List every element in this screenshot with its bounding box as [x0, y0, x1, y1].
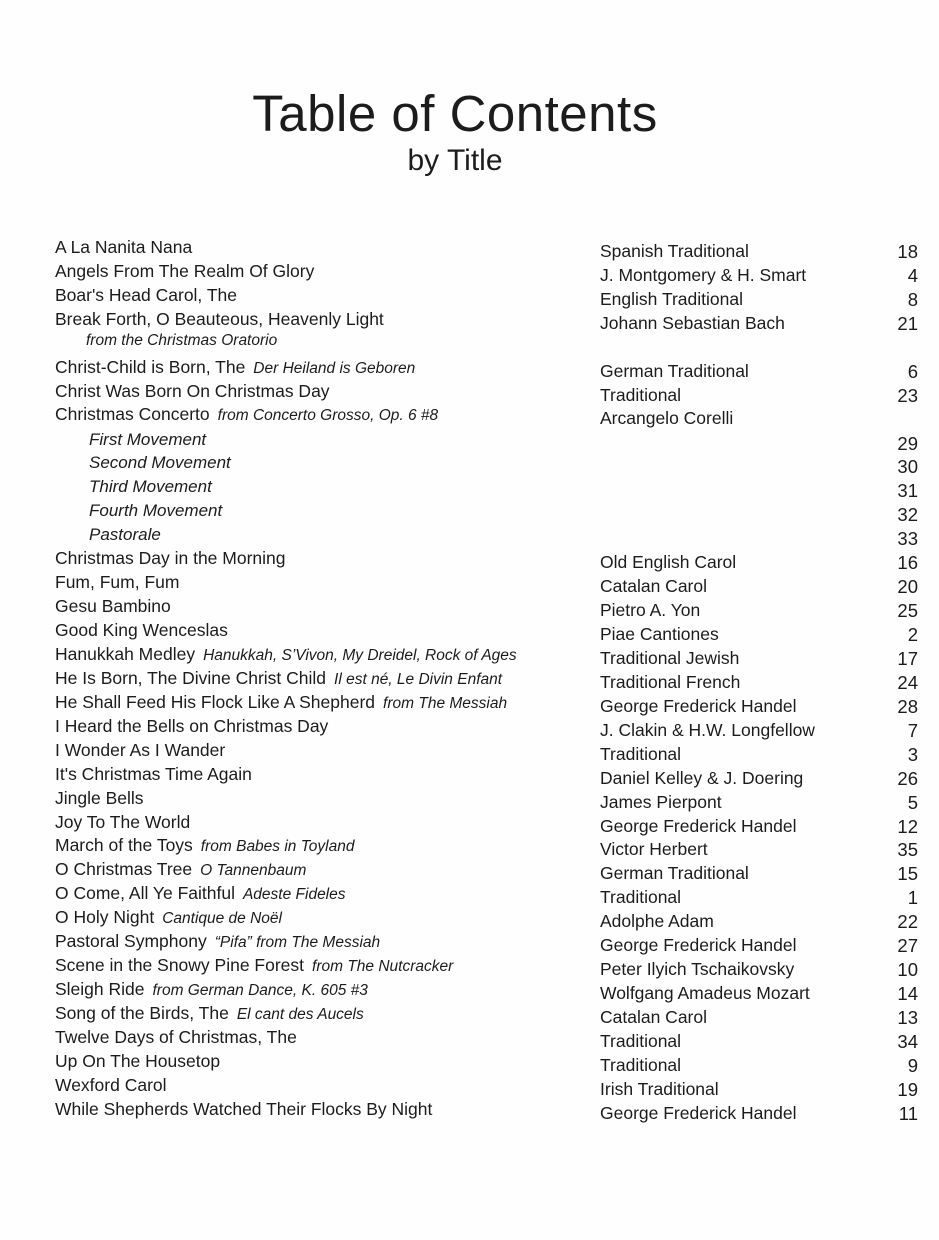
song-title: O Christmas Tree O Tannenbaum	[55, 859, 307, 880]
song-title: O Come, All Ye Faithful Adeste Fideles	[55, 883, 346, 904]
toc-row	[55, 858, 918, 885]
song-title: Sleigh Ride from German Dance, K. 605 #3	[55, 979, 368, 1000]
toc-row	[55, 308, 918, 332]
toc-row	[55, 451, 918, 478]
song-title: O Holy Night Cantique de Noël	[55, 907, 282, 928]
page-number: 26	[897, 767, 918, 789]
composer: Piae Cantiones	[600, 624, 719, 644]
toc-row	[55, 811, 918, 835]
composer: Traditional	[600, 1030, 682, 1051]
song-subtitle: O Tannenbaum	[200, 862, 307, 880]
song-title: While Shepherds Watched Their Flocks By Night	[55, 1098, 433, 1119]
page-number: 31	[897, 480, 918, 502]
toc-row	[55, 882, 918, 909]
song-title: Gesu Bambino	[55, 596, 171, 617]
composer: Traditional French	[600, 671, 741, 692]
toc-row	[55, 978, 918, 1005]
song-subtitle: El cant des Aucels	[236, 1006, 364, 1023]
page-number: 28	[897, 695, 918, 717]
composer: Traditional	[600, 887, 682, 908]
toc-row	[55, 547, 918, 574]
page-number: 30	[897, 456, 918, 478]
page-number: 33	[897, 528, 918, 550]
song-title: Third Movement	[89, 477, 212, 497]
page-number: 16	[897, 552, 918, 574]
toc-row	[55, 739, 918, 763]
song-subtitle: Hanukkah, S’Vivon, My Dreidel, Rock of Ages	[203, 646, 517, 664]
song-title: Good King Wenceslas	[55, 620, 228, 640]
toc-row	[55, 834, 918, 861]
toc-row	[55, 595, 918, 622]
composer: Victor Herbert	[600, 839, 708, 860]
composer: Adolphe Adam	[600, 911, 714, 932]
song-subtitle: from The Nutcracker	[312, 958, 454, 976]
toc-row	[55, 380, 918, 404]
page-number: 6	[907, 360, 918, 382]
song-title: Christmas Day in the Morning	[55, 548, 286, 569]
composer: George Frederick Handel	[600, 935, 797, 956]
page-number: 9	[907, 1054, 918, 1076]
song-title: I Wonder As I Wander	[55, 739, 226, 760]
toc-row	[55, 1050, 918, 1074]
song-title: Christ Was Born On Christmas Day	[55, 380, 330, 401]
page-number: 29	[897, 432, 918, 454]
composer: German Traditional	[600, 360, 749, 381]
page-number: 25	[897, 600, 918, 622]
toc-row	[55, 428, 918, 452]
song-title: Hanukkah Medley Hanukkah, S’Vivon, My Dreidel, Rock of Ages	[55, 643, 517, 664]
song-title: First Movement	[89, 429, 207, 449]
song-title: Wexford Carol	[55, 1074, 167, 1095]
song-title: Fourth Movement	[89, 501, 223, 521]
song-subtitle: from The Messiah	[383, 694, 508, 712]
toc-row	[55, 691, 918, 715]
page-number: 4	[907, 264, 918, 286]
toc-row	[55, 715, 918, 739]
song-title: Boar's Head Carol, The	[55, 284, 237, 305]
composer: George Frederick Handel	[600, 695, 797, 716]
composer: Traditional	[600, 1054, 682, 1075]
toc-row	[55, 284, 918, 308]
page-number: 15	[897, 863, 918, 885]
song-subtitle: Il est né, Le Divin Enfant	[334, 670, 503, 688]
song-title: Twelve Days of Christmas, The	[55, 1026, 297, 1047]
page-number: 3	[907, 743, 918, 765]
toc-header	[0, 86, 910, 178]
toc-row	[55, 499, 918, 526]
toc-row	[55, 356, 918, 380]
song-title: Christmas Concerto from Concerto Grosso, Op. 6 #8	[55, 403, 439, 424]
toc-row	[55, 763, 918, 787]
composer: English Traditional	[600, 288, 743, 309]
page-number: 27	[897, 935, 918, 957]
page-number: 13	[897, 1007, 918, 1028]
page-number: 18	[897, 241, 918, 262]
composer: George Frederick Handel	[600, 815, 797, 836]
song-title: Pastoral Symphony “Pifa” from The Messiah	[55, 931, 381, 952]
composer: J. Clakin & H.W. Longfellow	[600, 719, 815, 740]
composer: Catalan Carol	[600, 1007, 707, 1027]
song-subtitle: from Concerto Grosso, Op. 6 #8	[217, 406, 439, 424]
toc-row	[55, 475, 918, 502]
toc-row	[55, 643, 918, 667]
composer: Pietro A. Yon	[600, 600, 701, 621]
page-number: 24	[897, 671, 918, 693]
song-title: from the Christmas Oratorio	[86, 331, 278, 349]
page-number: 21	[897, 312, 918, 334]
composer: Catalan Carol	[600, 576, 707, 597]
song-title: Christ-Child is Born, The Der Heiland is Geboren	[55, 356, 416, 377]
song-title: It's Christmas Time Again	[55, 763, 252, 784]
toc-row	[55, 332, 918, 356]
page-number: 35	[897, 839, 918, 861]
page-number: 17	[897, 647, 918, 669]
song-title: He Is Born, The Divine Christ Child Il est né, Le Divin Enfant	[55, 667, 503, 688]
page-number: 34	[897, 1030, 918, 1052]
composer: Traditional	[600, 384, 682, 405]
composer: George Frederick Handel	[600, 1102, 797, 1123]
composer: Spanish Traditional	[600, 241, 749, 261]
page-number: 8	[907, 288, 918, 310]
song-subtitle: Der Heiland is Geboren	[253, 359, 416, 377]
page-number: 23	[897, 384, 918, 406]
song-title: A La Nanita Nana	[55, 237, 193, 257]
page-number: 7	[907, 719, 918, 741]
composer: Peter Ilyich Tschaikovsky	[600, 959, 795, 980]
song-title: Break Forth, O Beauteous, Heavenly Light	[55, 308, 384, 329]
toc-row	[55, 571, 918, 598]
song-title: Up On The Housetop	[55, 1050, 221, 1071]
song-title: Pastorale	[89, 525, 161, 545]
composer: Arcangelo Corelli	[600, 407, 734, 428]
composer: James Pierpont	[600, 791, 722, 812]
song-title: Scene in the Snowy Pine Forest from The Nutcracker	[55, 955, 454, 976]
toc-row	[55, 667, 918, 691]
song-title: He Shall Feed His Flock Like A Shepherd from The Messiah	[55, 691, 508, 712]
page-number: 1	[907, 887, 918, 909]
toc-list	[55, 236, 918, 1122]
toc-row	[55, 619, 918, 643]
song-title: Angels From The Realm Of Glory	[55, 260, 315, 281]
song-title: Fum, Fum, Fum	[55, 572, 180, 593]
composer: Traditional Jewish	[600, 647, 740, 668]
page-number: 5	[907, 791, 918, 813]
page-number: 12	[897, 815, 918, 837]
toc-row	[55, 1026, 918, 1050]
toc-row	[55, 1098, 918, 1122]
song-title: March of the Toys from Babes in Toyland	[55, 835, 355, 856]
song-title: Song of the Birds, The El cant des Aucels	[55, 1003, 364, 1023]
song-title: I Heard the Bells on Christmas Day	[55, 715, 329, 736]
toc-row	[55, 404, 918, 428]
song-title: Jingle Bells	[55, 787, 144, 808]
song-title: Joy To The World	[55, 811, 191, 832]
toc-row	[55, 523, 918, 550]
page-number: 20	[897, 576, 918, 598]
toc-row	[55, 906, 918, 933]
composer: Daniel Kelley & J. Doering	[600, 767, 804, 788]
song-subtitle: Cantique de Noël	[162, 910, 282, 928]
toc-row	[55, 1002, 918, 1026]
toc-row	[55, 260, 918, 284]
toc-row	[55, 930, 918, 957]
page-number: 2	[907, 624, 918, 645]
page-number: 11	[898, 1102, 918, 1124]
composer: German Traditional	[600, 863, 749, 884]
toc-row	[55, 787, 918, 811]
page-number: 19	[897, 1078, 918, 1100]
composer: Irish Traditional	[600, 1078, 719, 1099]
composer: Johann Sebastian Bach	[600, 312, 785, 333]
song-subtitle: Adeste Fideles	[242, 886, 346, 904]
toc-row	[55, 1074, 918, 1098]
toc-row	[55, 954, 918, 981]
page-title: Table of Contents	[252, 85, 658, 142]
song-subtitle: from German Dance, K. 605 #3	[152, 982, 368, 1000]
composer: Traditional	[600, 743, 682, 764]
page-number: 14	[897, 983, 918, 1005]
composer: Wolfgang Amadeus Mozart	[600, 983, 810, 1004]
composer: J. Montgomery & H. Smart	[600, 264, 807, 285]
page-number: 22	[897, 911, 918, 933]
page-number: 10	[897, 959, 918, 981]
song-subtitle: “Pifa” from The Messiah	[214, 934, 381, 952]
page-subtitle: by Title	[407, 144, 503, 178]
toc-row	[55, 236, 918, 260]
song-subtitle: from Babes in Toyland	[200, 838, 355, 856]
page-number: 32	[897, 504, 918, 526]
song-title: Second Movement	[89, 453, 231, 473]
composer: Old English Carol	[600, 552, 737, 573]
